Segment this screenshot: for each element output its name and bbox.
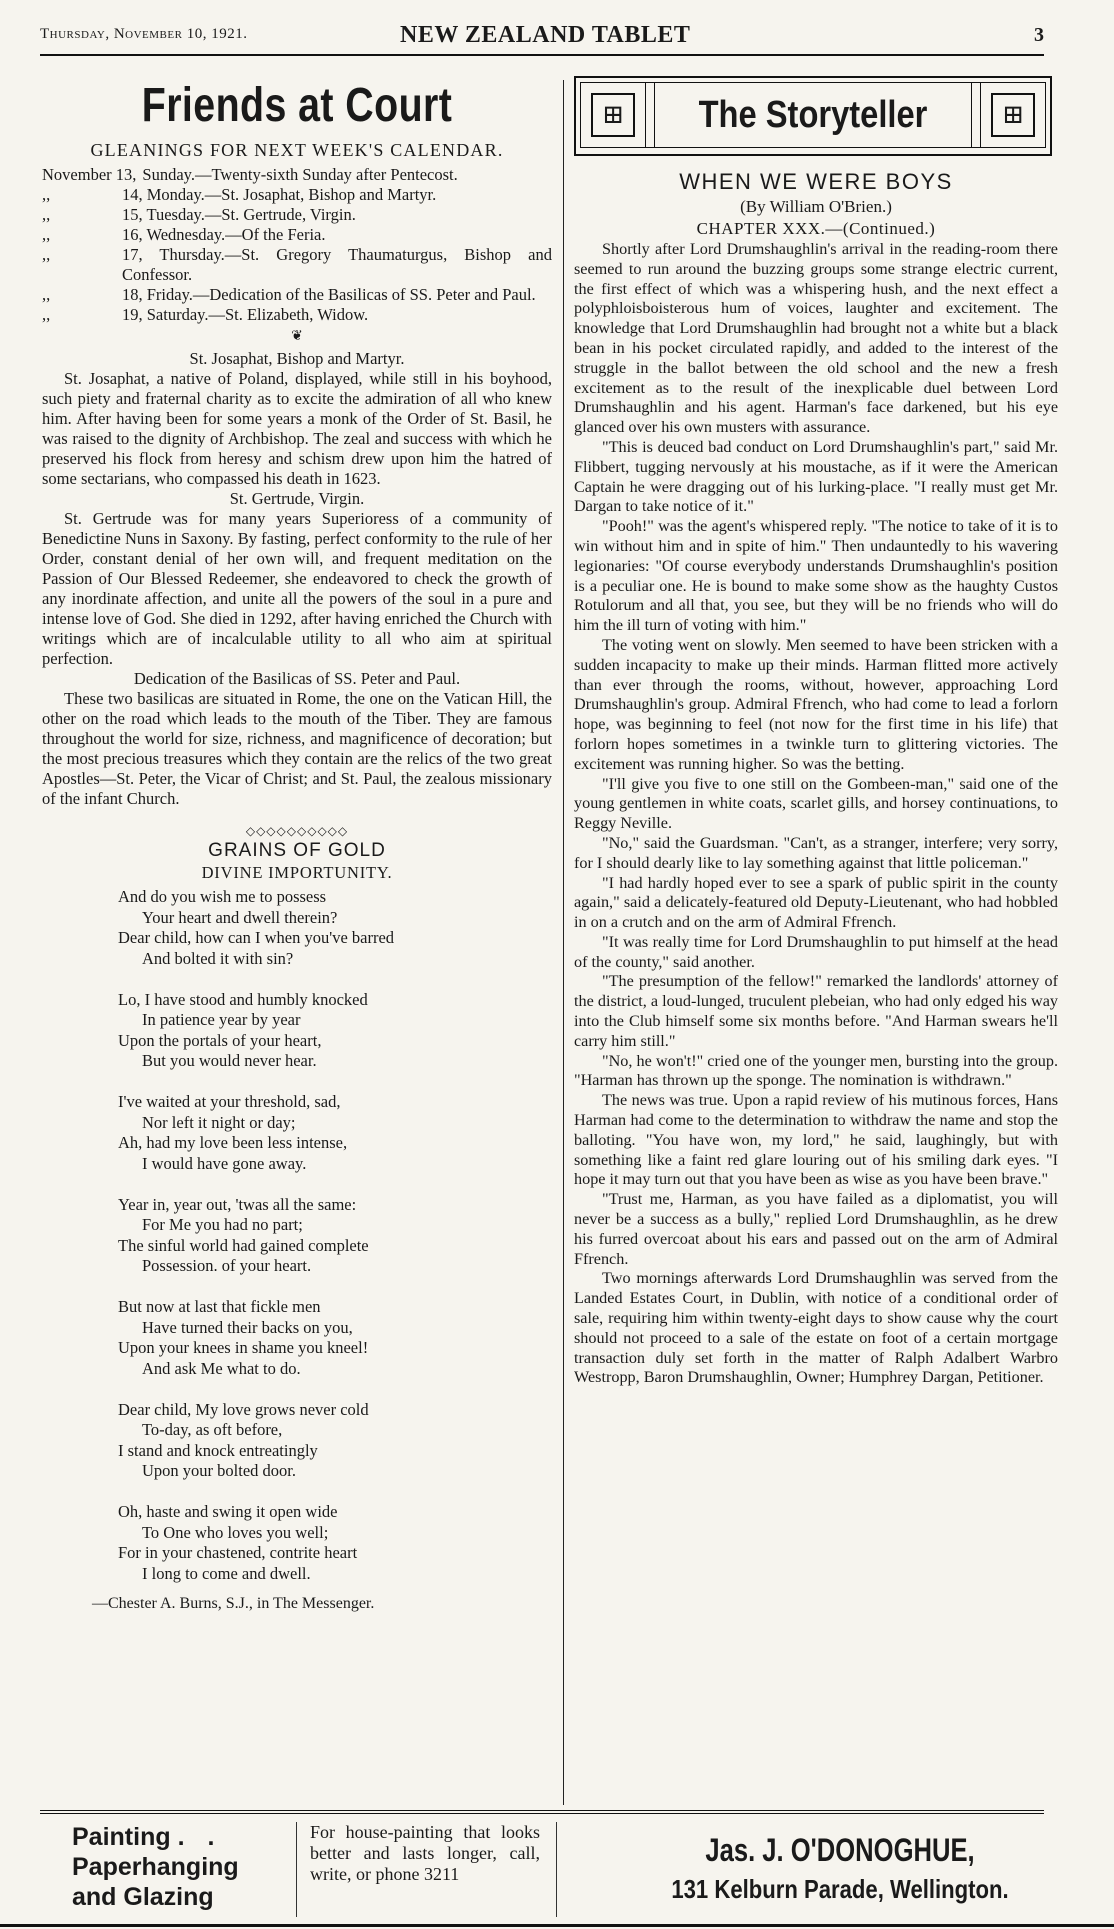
poem-stanza: Year in, year out, 'twas all the same: For Me you had no part; The sinful world had gained complete Possession. of your heart. (118, 1194, 369, 1275)
issue-date: Thursday, November 10, 1921. (40, 26, 248, 42)
saint-heading: St. Gertrude, Virgin. (229, 489, 365, 508)
ornament-square-icon: ⊞ (991, 93, 1035, 137)
chapter-heading: CHAPTER XXX.—(Continued.) (696, 219, 936, 238)
ornament-square-icon: ⊞ (591, 93, 635, 137)
calendar-list (42, 165, 552, 325)
calendar-row: ,, 19, Saturday.—St. Elizabeth, Widow. (42, 305, 369, 324)
newspaper-title: NEW ZEALAND TABLET (400, 22, 691, 48)
story-paragraph: Two mornings afterwards Lord Drumshaughlin was served from the Landed Estates Court, in Dublin, with notice of a conditional order of sale, requiring him within twenty-eight days to show cause why the court should not proceed to a sale of the estate on foot of a certain mortgage transaction duly set forth in the matter of Ralph Adalbert Warbro Westropp, Baron Drumshaughlin, Owner; Humphrey Dargan, Petitioner. (574, 1269, 1058, 1387)
page-bottom-rule (0, 1924, 1114, 1927)
banner-bar (645, 83, 655, 147)
saint-heading: St. Josaphat, Bishop and Martyr. (189, 349, 405, 368)
poem-title: DIVINE IMPORTUNITY. (201, 863, 393, 882)
header-rule (40, 54, 1044, 56)
advert-separator (296, 1822, 297, 1917)
advert-rule (40, 1810, 1044, 1814)
column-divider (563, 80, 564, 1805)
poem-stanza: I've waited at your threshold, sad, Nor left it night or day; Ah, had my love been less intense, I would have gone away. (118, 1092, 348, 1173)
calendar-row: ,, 16, Wednesday.—Of the Feria. (42, 225, 326, 244)
calendar-row: ,, 15, Tuesday.—St. Gertrude, Virgin. (42, 205, 356, 224)
story-paragraph: The news was true. Upon a rapid review of his mutinous forces, Hans Harman had come to the determination to withdraw the name and stop the balloting. "You have won, my lord," he said, laughingly, but with something like a faint red glare louring out of his smiling dark eyes. "I hope it may turn out that you have been as wise as you have been brave." (574, 1091, 1058, 1189)
calendar-row: November 13, Sunday.—Twenty-sixth Sunday after Pentecost. (42, 165, 458, 184)
fleuron-icon: ❦ (291, 329, 303, 344)
advert-separator (556, 1822, 557, 1917)
page-header (40, 20, 1044, 48)
storyteller-banner (574, 76, 1052, 156)
story-byline: (By William O'Brien.) (740, 197, 892, 216)
story-paragraph: "I'll give you five to one still on the Gombeen-man," said one of the young gentlemen in white coats, scarlet gills, and horsey continuations, to Reggy Neville. (574, 774, 1058, 833)
poem-stanza: And do you wish me to possess Your heart and dwell therein? Dear child, how can I when you've barred And bolted it with sin? (118, 887, 395, 968)
section-title: Friends at Court (141, 79, 453, 132)
poem-stanza: But now at last that fickle men Have turned their backs on you, Upon your knees in shame you kneel! And ask Me what to do. (118, 1297, 369, 1378)
story-paragraph: Shortly after Lord Drumshaughlin's arrival in the reading-room there seemed to run around the buzzing groups some strange electric current, the first effect of which was a whispering hush, and the next effect a polyphloisboisterous hum of voices, laughter and excitement. The knowledge that Lord Drumshaughlin had brought not a white but a black bean in his pocket circulated rapidly, and added to the interest of the struggle in the ballot between the old school and the new a fresh excitement as to the result of the inexplicable duel between Lord Drumshaughlin and his agent. Harman's face darkened, but his eye glanced over his own musters with assurance. (574, 240, 1058, 437)
storyteller-title: The Storyteller (698, 93, 928, 136)
poem-stanza: Dear child, My love grows never cold To-day, as oft before, I stand and knock entreatingly Upon your bolted door. (118, 1399, 369, 1480)
advert-copy: For house-painting that looks better and lasts longer, call, write, or phone 3211 (310, 1822, 540, 1884)
story-paragraph: "Pooh!" was the agent's whispered reply. "The notice to take of it is to win without him and in spite of him." Then undauntedly to his wavering legionaries: "Of course everybody understands Drumshaughlin's position is a peculiar one. He is bound to make some show as the haughty Custos Rotulorum and all that, you see, but they will be no friends who will do him the ill turn of voting with him." (574, 517, 1058, 635)
paragraph: St. Gertrude was for many years Superioress of a community of Benedictine Nuns in Saxony. By fasting, perfect conformity to the rule of her Order, constant denial of her own will, and frequent meditation on the Passion of Our Blessed Redeemer, she endeavored to check the growth of any inordinate affection, and unite all the powers of the soul in a pure and intense love of God. She died in 1292, after having enriched the Church with writings which are of incalculable utility to all who aim at spiritual perfection. (42, 509, 552, 668)
calendar-row: ,, 18, Friday.—Dedication of the Basilicas of SS. Peter and Paul. (42, 285, 536, 304)
left-column (42, 70, 552, 1613)
poem-attribution: —Chester A. Burns, S.J., in The Messenger. (92, 1594, 375, 1612)
calendar-row: ,, 14, Monday.—St. Josaphat, Bishop and Martyr. (42, 185, 437, 204)
advert-business (640, 1822, 1040, 1929)
paragraph: These two basilicas are situated in Rome, the one on the Vatican Hill, the other on the road which leads to the mouth of the Tiber. They are famous throughout the world for size, richness, and magnificence of decoration; but the most precious treasures which they contain are the relics of the two great Apostles—St. Peter, the Vicar of Christ; and St. Paul, the zealous missionary of the infant Church. (42, 689, 552, 808)
story-paragraph: The voting went on slowly. Men seemed to have been stricken with a sudden incapacity to make up their minds. Harman flitted more actively than ever through the rooms, without, however, approaching Lord Drumshaughlin's group. Admiral Ffrench, who had come to lead a forlorn hope, was beginning to feel (not now for the first time in his life) that forlorn hopes sometimes in a twinkle turn to glittering victories. The excitement was running higher. So was the betting. (574, 635, 1058, 773)
story-paragraph: "It was really time for Lord Drumshaughlin to put himself at the head of the county," said another. (574, 932, 1058, 971)
business-name: Jas. J. O'DONOGHUE, (705, 1832, 975, 1868)
poem-stanza: Lo, I have stood and humbly knocked In patience year by year Upon the portals of your heart, But you would never hear. (118, 989, 368, 1070)
page-number: 3 (1034, 24, 1044, 46)
poem (118, 887, 552, 1584)
grains-of-gold-heading: GRAINS OF GOLD (208, 840, 386, 861)
story-paragraph: "The presumption of the fellow!" remarked the landlords' attorney of the district, a loud-lunged, truculent plebeian, who had only edged his way into the Club himself some six months before. "And Harman swears he'll carry him still." (574, 972, 1058, 1050)
story-paragraph: "I had hardly hoped ever to see a spark of public spirit in the county again," said a delicately-featured old Deputy-Lieutenant, who had hobbled in on a crutch and on the arm of Admiral Ffrench. (574, 873, 1058, 932)
story-paragraph: "No, he won't!" cried one of the younger men, bursting into the group. "Harman has thrown up the sponge. The nomination is withdrawn." (574, 1051, 1058, 1090)
advert-painting: Painting . . Paperhanging and Glazing (72, 1823, 239, 1911)
poem-stanza: Oh, haste and swing it open wide To One who loves you well; For in your chastened, contrite heart I long to come and dwell. (118, 1502, 358, 1583)
story-paragraph: "This is deuced bad conduct on Lord Drumshaughlin's part," said Mr. Flibbert, tugging nervously at his moustache, as if it were the American Captain he were dragging out of his lurking-place. "I really must get Mr. Dargan to take notice of it." (574, 437, 1058, 516)
banner-bar (971, 83, 981, 147)
business-address: 131 Kelburn Parade, Wellington. (671, 1874, 1009, 1904)
section-subtitle: GLEANINGS FOR NEXT WEEK'S CALENDAR. (90, 140, 504, 160)
diamond-ornament-icon: ◇◇◇◇◇◇◇◇◇◇ (245, 824, 349, 838)
right-column (574, 70, 1058, 1388)
saint-heading: Dedication of the Basilicas of SS. Peter and Paul. (133, 669, 461, 688)
story-paragraph: "Trust me, Harman, as you have failed as a diplomatist, you will never be a success as a bully," replied Lord Drumshaughlin, as he drew his furred overcoat about his ears and passed out on the arm of Admiral Ffrench. (574, 1190, 1058, 1268)
story-paragraph: "No," said the Guardsman. "Can't, as a stranger, interfere; very sorry, for I should dearly like to lay something against that little policeman." (574, 833, 1058, 872)
story-title: WHEN WE WERE BOYS (679, 169, 953, 194)
paragraph: St. Josaphat, a native of Poland, displayed, while still in his boyhood, such piety and fraternal charity as to excite the admiration of all who knew him. After having been for some years a monk of the Order of St. Basil, he was raised to the dignity of Archbishop. The zeal and success with which he preserved his flock from heresy and schism drew upon him the hatred of some sectarians, who compassed his death in 1623. (42, 369, 552, 488)
calendar-row: ,, 17, Thursday.—St. Gregory Thaumaturgus, Bishop and Confessor. (42, 245, 552, 284)
